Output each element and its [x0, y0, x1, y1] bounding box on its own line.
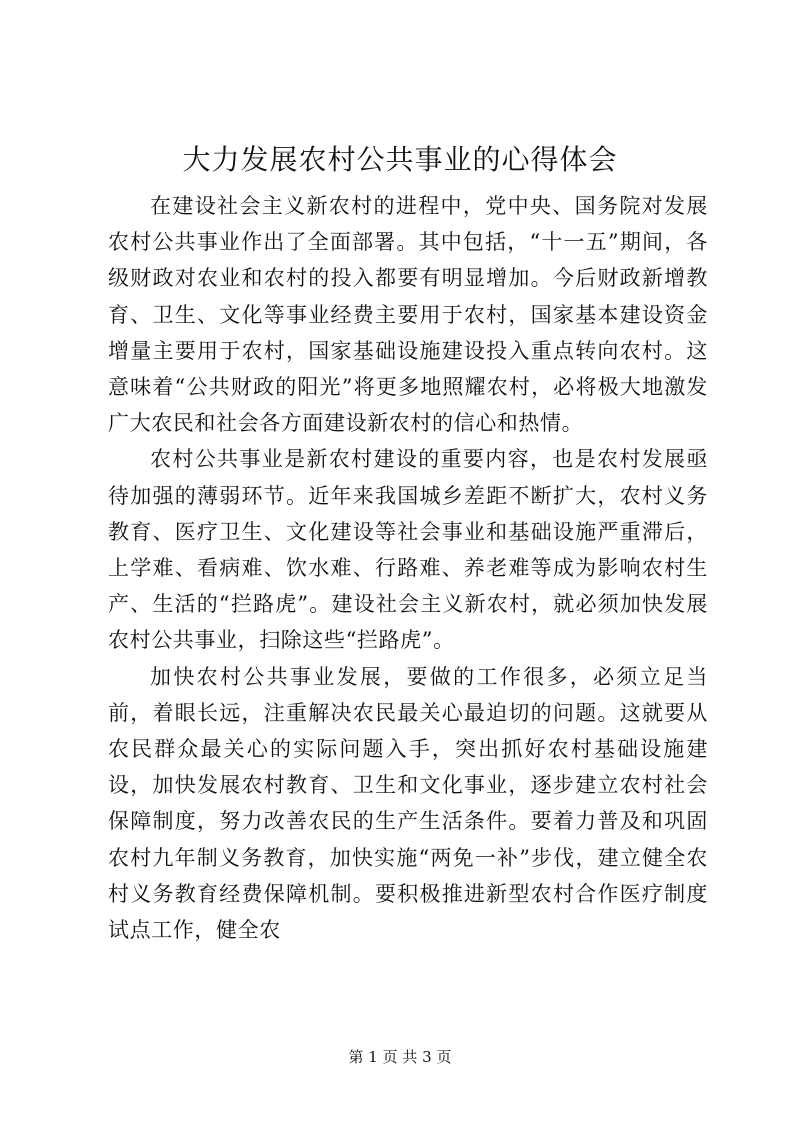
document-body	[108, 188, 708, 948]
paragraph-1: 在建设社会主义新农村的进程中，党中央、国务院对发展农村公共事业作出了全面部署。其中包括，“十一五”期间，各级财政对农业和农村的投入都要有明显增加。今后财政新增教育、卫生、文化等事业经费主要用于农村，国家基本建设资金增量主要用于农村，国家基础设施建设投入重点转向农村。这意味着“公共财政的阳光”将更多地照耀农村，必将极大地激发广大农民和社会各方面建设新农村的信心和热情。	[108, 194, 708, 436]
document-title: 大力发展农村公共事业的心得体会	[182, 143, 618, 176]
page-footer: 第 1 页 共 3 页	[348, 1048, 452, 1066]
paragraph-2: 农村公共事业是新农村建设的重要内容，也是农村发展亟待加强的薄弱环节。近年来我国城乡差距不断扩大，农村义务教育、医疗卫生、文化建设等社会事业和基础设施严重滞后，上学难、看病难、饮水难、行路难、养老难等成为影响农村生产、生活的“拦路虎”。建设社会主义新农村，就必须加快发展农村公共事业，扫除这些“拦路虎”。	[108, 447, 708, 653]
paragraph-3: 加快农村公共事业发展，要做的工作很多，必须立足当前，着眼长远，注重解决农民最关心最迫切的问题。这就要从农民群众最关心的实际问题入手，突出抓好农村基础设施建设，加快发展农村教育、卫生和文化事业，逐步建立农村社会保障制度，努力改善农民的生产生活条件。要着力普及和巩固农村九年制义务教育，加快实施“两免一补”步伐，建立健全农村义务教育经费保障机制。要积极推进新型农村合作医疗制度试点工作，健全农	[108, 664, 708, 943]
